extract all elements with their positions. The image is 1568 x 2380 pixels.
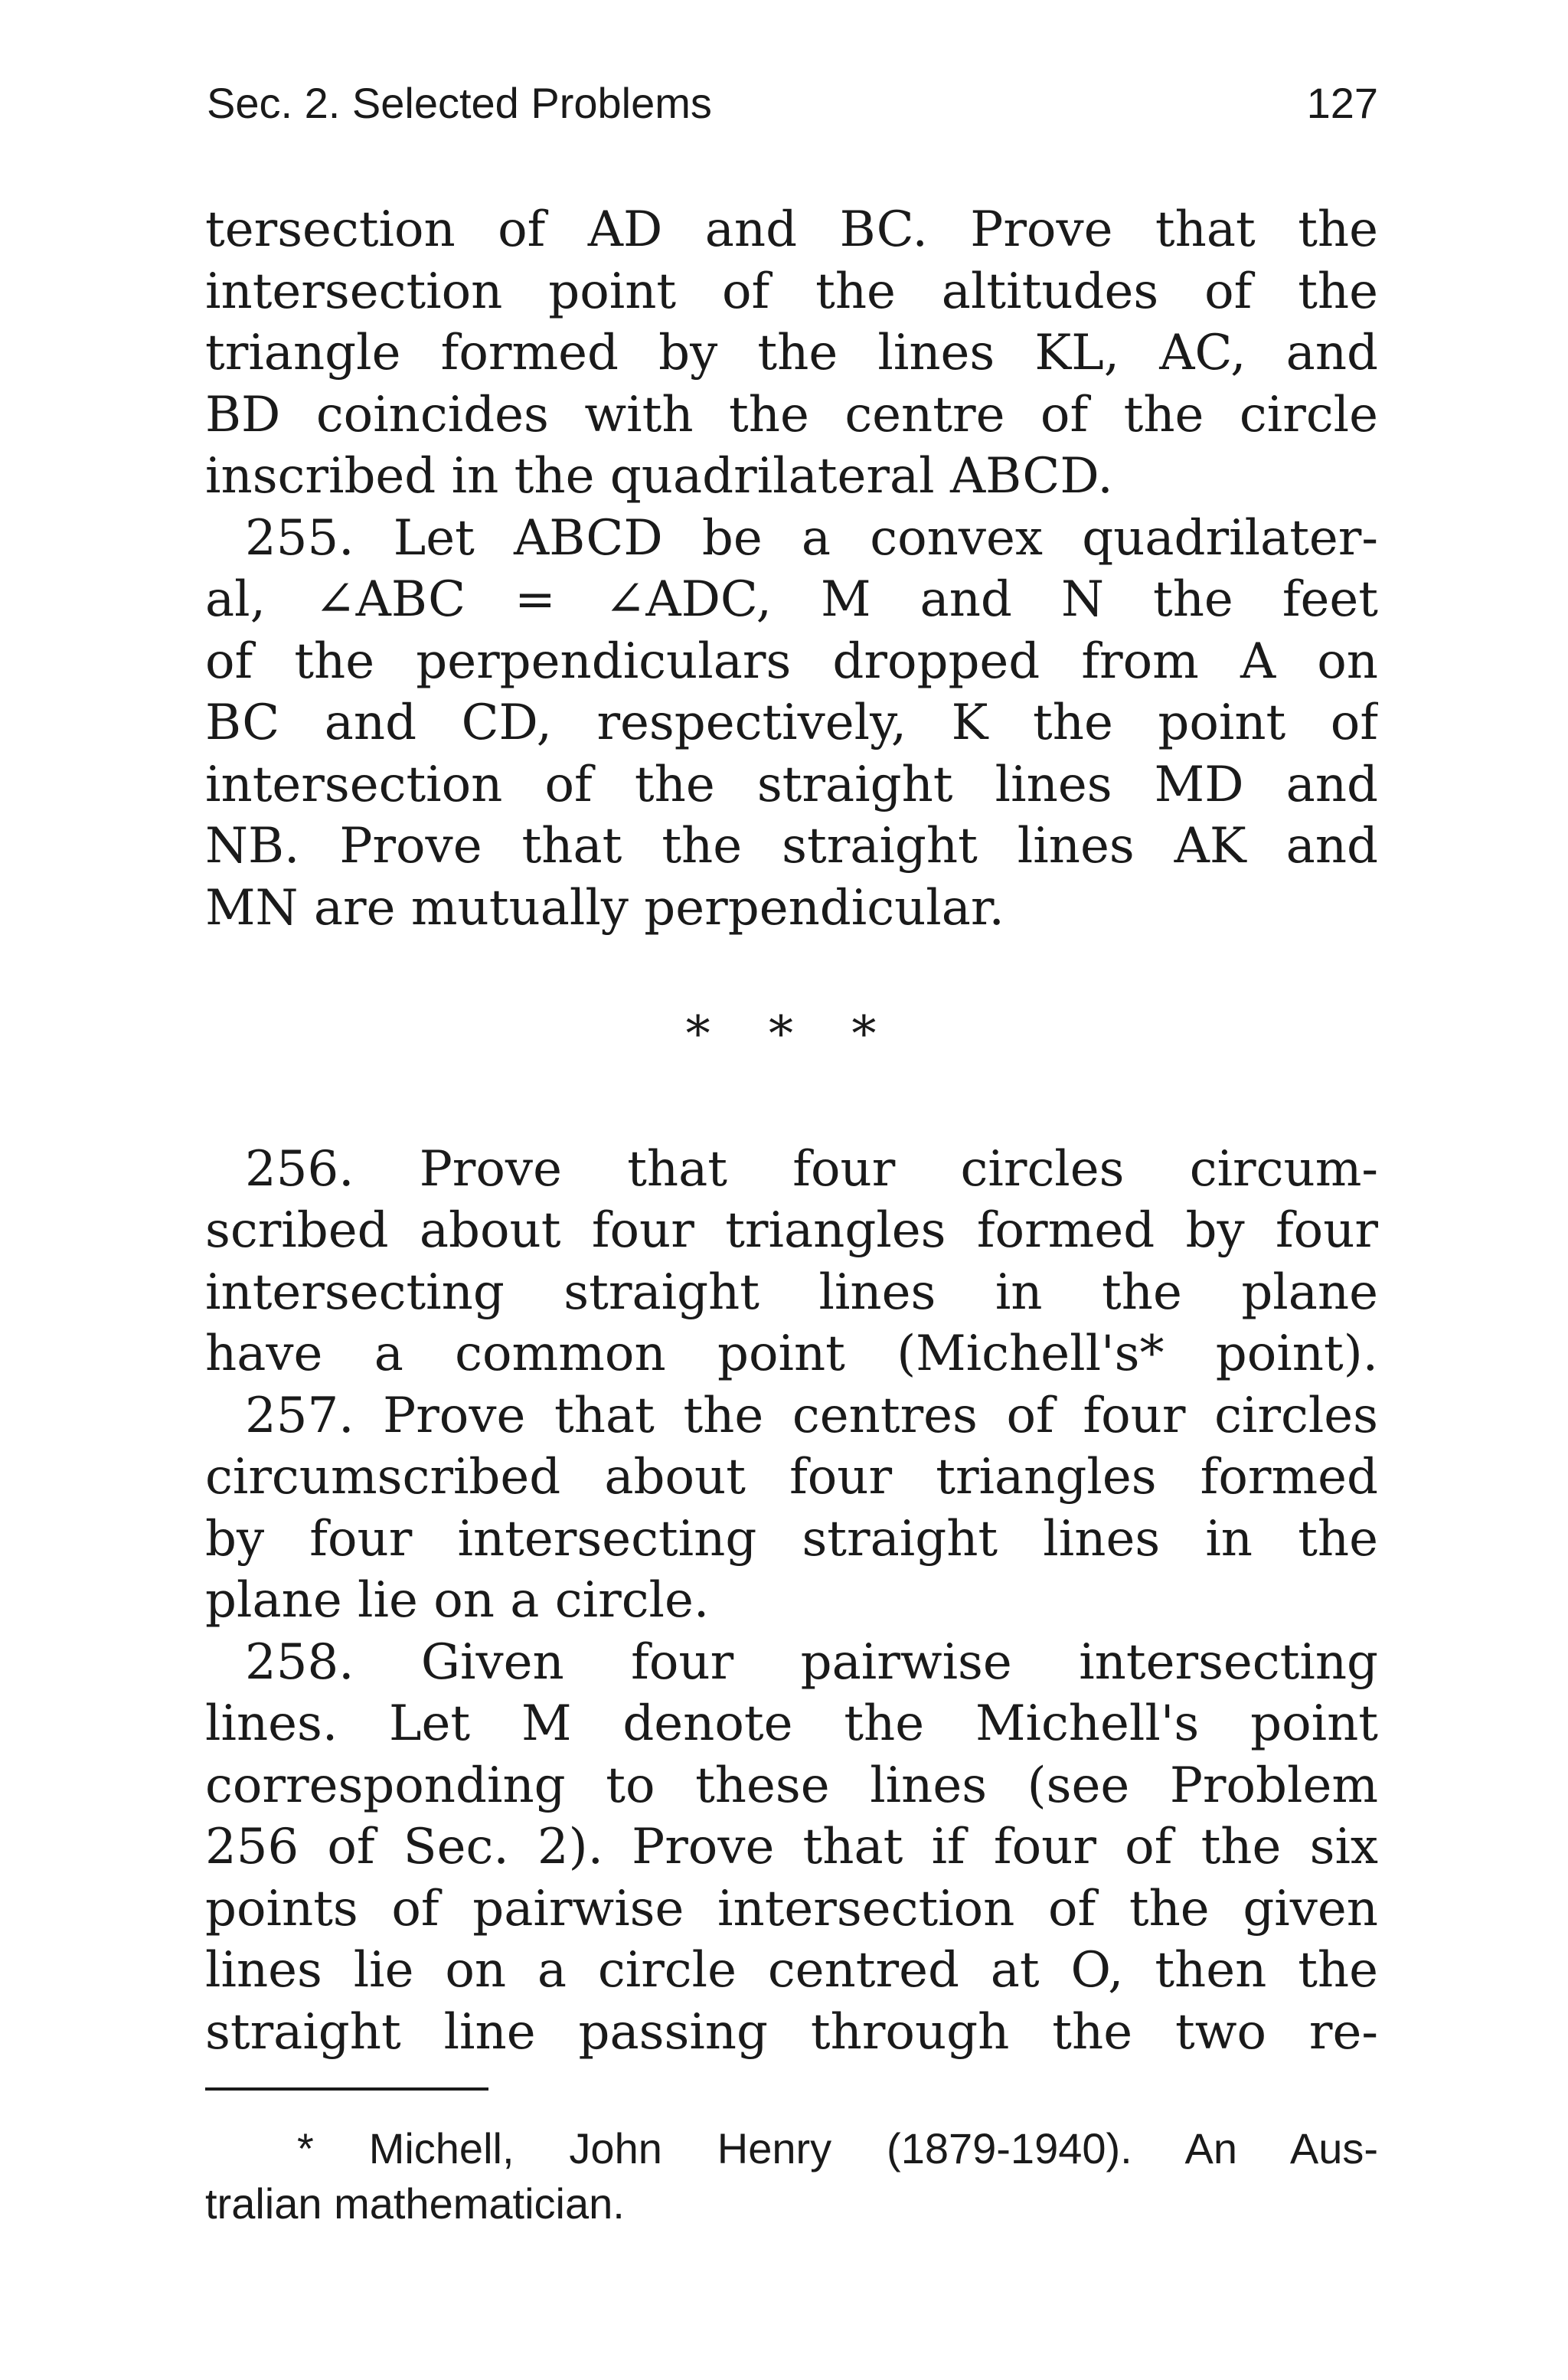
- text-line: plane lie on a circle.: [205, 1572, 710, 1629]
- text-line: intersection of the straight lines MD and: [205, 756, 1378, 813]
- text-line: intersection point of the altitudes of the: [205, 263, 1378, 320]
- text-line: MN are mutually perpendicular.: [205, 879, 1004, 937]
- page-number: 127: [1306, 79, 1378, 127]
- running-head: [207, 77, 1378, 130]
- problem-255-start: 255. Let ABCD be a convex quadrilater-: [245, 509, 1378, 567]
- main-text: [205, 199, 1378, 2063]
- text-line: 256 of Sec. 2). Prove that if four of the six: [205, 1819, 1378, 1875]
- section-title: Sec. 2. Selected Problems: [207, 79, 712, 127]
- text-line: lines. Let M denote the Michell's point: [205, 1695, 1378, 1752]
- footnote: [205, 2121, 1378, 2231]
- footnote-rule: [205, 2087, 488, 2091]
- text-line: inscribed in the quadrilateral ABCD.: [205, 448, 1113, 505]
- section-divider-stars: * * *: [685, 1006, 898, 1063]
- text-line: tersection of AD and BC. Prove that the: [205, 201, 1378, 258]
- footnote-line: tralian mathematician.: [205, 2179, 625, 2228]
- text-line: circumscribed about four triangles formed: [205, 1449, 1378, 1505]
- text-line: intersecting straight lines in the plane: [205, 1264, 1378, 1321]
- problem-257-start: 257. Prove that the centres of four circles: [245, 1387, 1378, 1444]
- footnote-line: * Michell, John Henry (1879-1940). An Aus-: [297, 2124, 1378, 2172]
- text-line: have a common point (Michell's* point).: [205, 1326, 1378, 1382]
- text-line: NB. Prove that the straight lines AK and: [205, 818, 1378, 875]
- text-line: of the perpendiculars dropped from A on: [205, 633, 1378, 690]
- text-line: triangle formed by the lines KL, AC, and: [205, 325, 1378, 381]
- text-line: straight line passing through the two re-: [205, 2003, 1378, 2061]
- problem-256-start: 256. Prove that four circles circum-: [245, 1140, 1378, 1198]
- text-line: points of pairwise intersection of the given: [205, 1880, 1378, 1937]
- text-line: lines lie on a circle centred at O, then the: [205, 1942, 1378, 1999]
- text-line: corresponding to these lines (see Problem: [205, 1757, 1378, 1814]
- problem-258-start: 258. Given four pairwise intersecting: [245, 1633, 1378, 1691]
- text-line: by four intersecting straight lines in the: [205, 1510, 1378, 1568]
- text-line: BC and CD, respectively, K the point of: [205, 695, 1378, 751]
- text-line: scribed about four triangles formed by four: [205, 1202, 1378, 1259]
- text-line: al, ∠ABC = ∠ADC, M and N the feet: [205, 571, 1378, 628]
- text-line: BD coincides with the centre of the circle: [205, 386, 1378, 443]
